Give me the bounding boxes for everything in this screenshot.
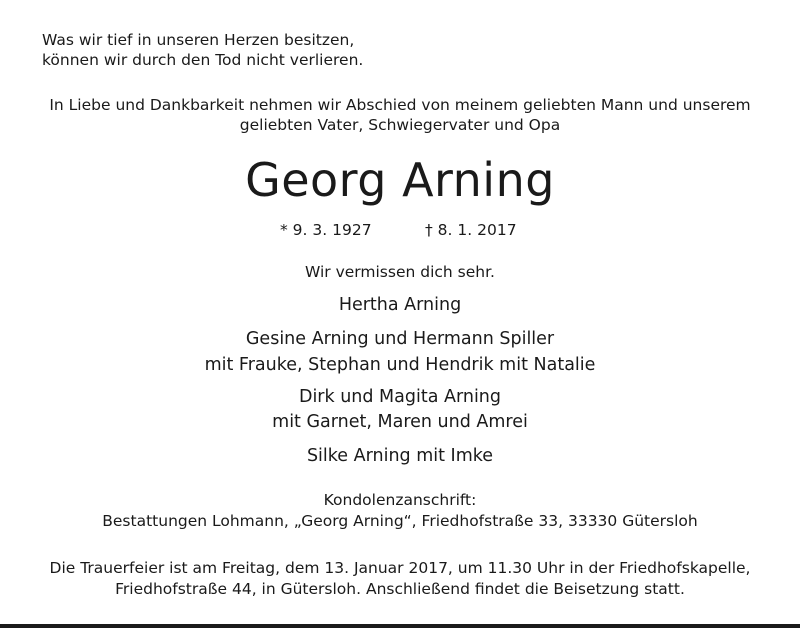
funeral-info-line-1: Die Trauerfeier ist am Freitag, dem 13. Januar 2017, um 11.30 Uhr in der Friedhofskapelle,	[49, 559, 751, 577]
mourner-group-3-line-1: Dirk und Magita Arning	[298, 387, 502, 407]
mourner-group-3-line-2: mit Garnet, Maren und Amrei	[272, 412, 528, 432]
motto-line-2: können wir durch den Tod nicht verlieren.	[42, 51, 364, 69]
intro-line-2: geliebten Vater, Schwiegervater und Opa	[239, 116, 561, 134]
life-dates	[0, 220, 800, 240]
mourner-group-4: Silke Arning mit Imke	[306, 446, 494, 466]
intro-line-1: In Liebe und Dankbarkeit nehmen wir Abschied von meinem geliebten Mann und unserem	[49, 96, 751, 114]
condolence-address: Bestattungen Lohmann, „Georg Arning“, Friedhofstraße 33, 33330 Gütersloh	[102, 512, 698, 530]
mourner-group-2-line-1: Gesine Arning und Hermann Spiller	[245, 329, 555, 349]
mourners-intro: Wir vermissen dich sehr.	[305, 263, 495, 281]
death-date: † 8. 1. 2017	[425, 221, 517, 239]
deceased-name: Georg Arning	[245, 153, 555, 207]
mourner-group-1: Hertha Arning	[338, 295, 462, 315]
birth-date: * 9. 3. 1927	[280, 221, 372, 239]
motto-line-1: Was wir tief in unseren Herzen besitzen,	[42, 31, 355, 49]
condolence-label: Kondolenzanschrift:	[323, 491, 477, 509]
mourner-group-2-line-2: mit Frauke, Stephan und Hendrik mit Natalie	[204, 355, 596, 375]
funeral-info-line-2: Friedhofstraße 44, in Gütersloh. Anschließend findet die Beisetzung statt.	[115, 580, 685, 598]
